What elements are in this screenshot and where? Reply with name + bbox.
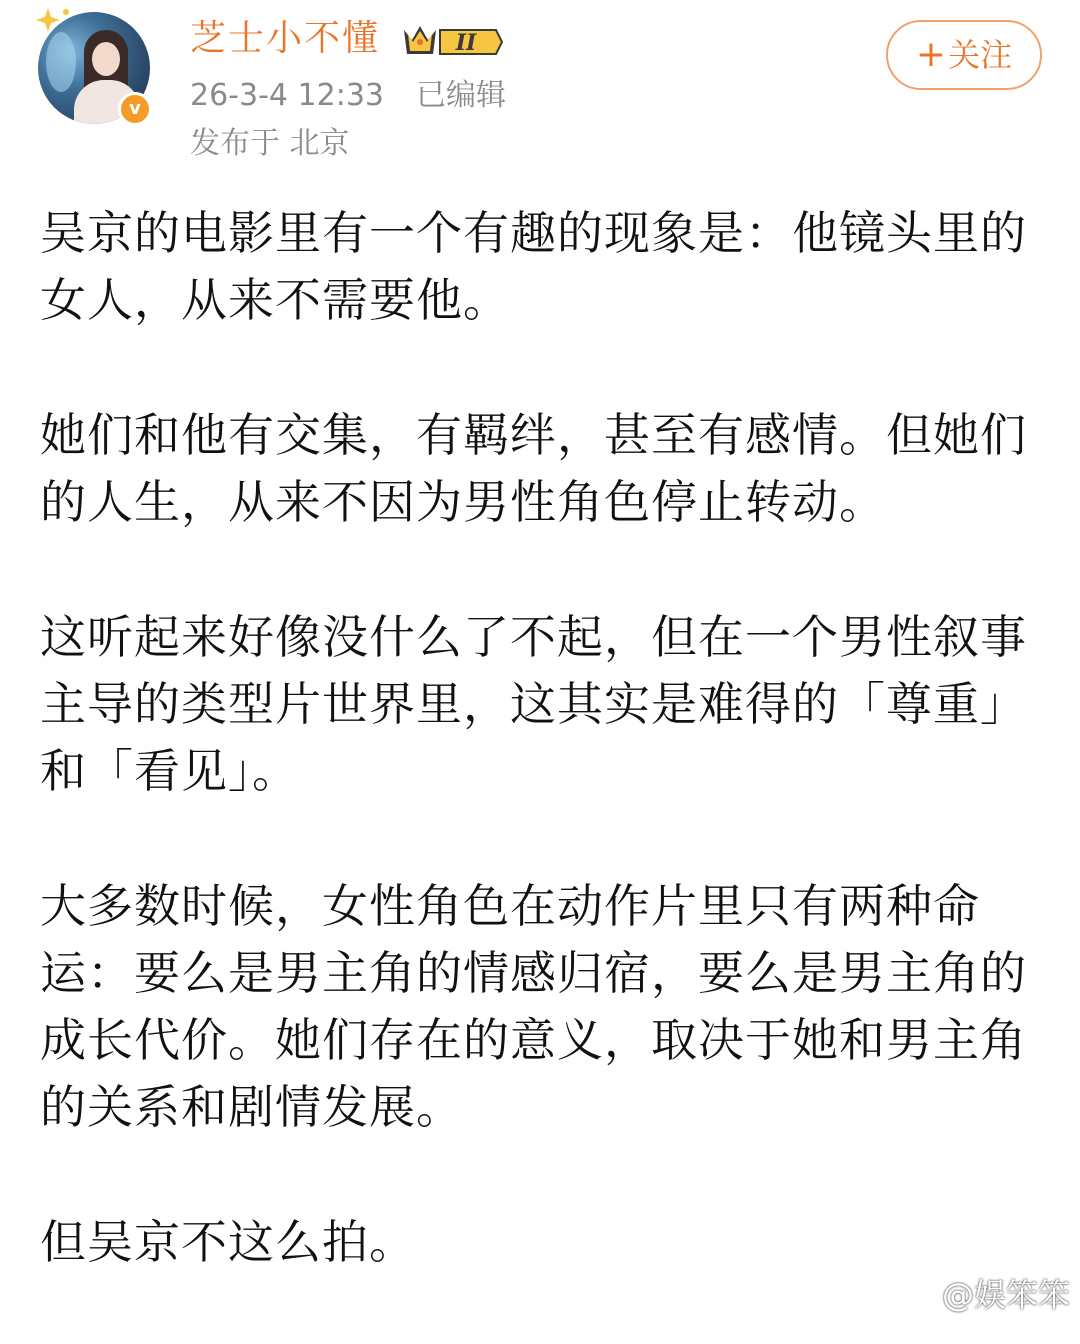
post-body bbox=[40, 200, 1040, 1344]
avatar-container[interactable] bbox=[34, 6, 156, 124]
badge-level: II bbox=[455, 30, 477, 56]
edited-label: 已编辑 bbox=[416, 78, 506, 113]
post-paragraph: 她们和他有交集，有羁绊，甚至有感情。但她们的人生，从来不因为男性角色停止转动。 bbox=[40, 408, 1027, 529]
plus-icon: + bbox=[915, 34, 947, 75]
post-paragraph: 这听起来好像没什么了不起，但在一个男性叙事主导的类型片世界里，这其实是难得的「尊重」和「看见」。 bbox=[40, 610, 1027, 798]
follow-button[interactable] bbox=[886, 20, 1042, 90]
follow-button-label: 关注 bbox=[948, 36, 1013, 74]
crown-badge-icon bbox=[400, 22, 504, 62]
watermark-text: @娱笨笨 bbox=[941, 1276, 1070, 1314]
post-timestamp: 26-3-4 12:33 bbox=[190, 78, 384, 113]
post-meta bbox=[190, 74, 506, 118]
verified-badge-icon: v bbox=[118, 92, 152, 126]
post-location: 发布于 北京 bbox=[190, 126, 350, 161]
username[interactable]: 芝士小不懂 bbox=[190, 18, 381, 59]
weibo-icon bbox=[898, 1276, 938, 1310]
watermark bbox=[898, 1273, 1070, 1313]
post-paragraph: 大多数时候，女性角色在动作片里只有两种命运：要么是男主角的情感归宿，要么是男主角的成长代价。她们存在的意义，取决于她和男主角的关系和剧情发展。 bbox=[40, 879, 1027, 1134]
post-paragraph: 但吴京不这么拍。 bbox=[40, 1215, 416, 1269]
post-paragraph: 吴京的电影里有一个有趣的现象是：他镜头里的女人，从来不需要他。 bbox=[40, 206, 1027, 327]
